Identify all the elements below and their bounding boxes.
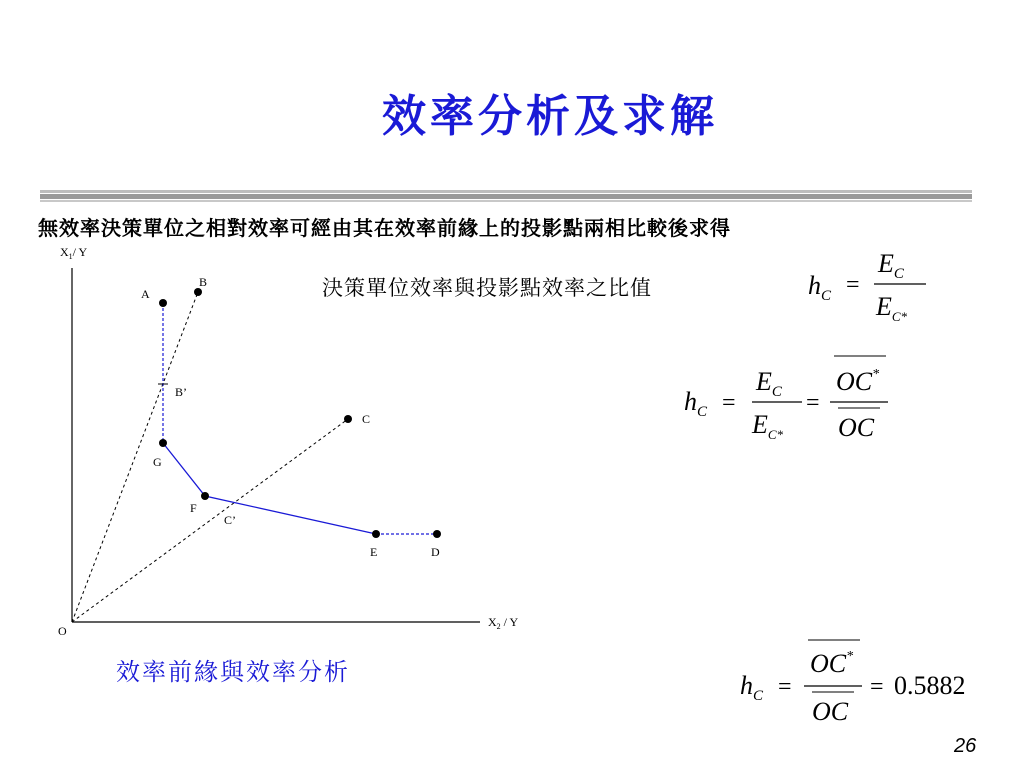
svg-text:OC*: OC* <box>810 649 854 678</box>
svg-text:=: = <box>806 390 820 416</box>
svg-text:=: = <box>870 674 884 700</box>
point-E <box>372 530 380 538</box>
y-axis-label: $X_1/$ Y <box>60 245 88 261</box>
svg-text:OC: OC <box>838 413 875 442</box>
svg-text:hC: $h_C$ <box>684 387 708 420</box>
label-A: A <box>141 287 150 301</box>
svg-text:hC: $h_C$ <box>808 271 832 304</box>
label-C: C <box>362 412 371 426</box>
ray-OB <box>72 292 198 622</box>
svg-text:EC*: $E_{C*}$ <box>876 292 908 324</box>
label-B-prime: B’ <box>175 385 187 399</box>
label-E: E <box>370 545 378 559</box>
page-number: 26 <box>954 735 977 757</box>
efficient-frontier <box>163 443 376 534</box>
point-C <box>344 415 352 423</box>
page-title: 效率分析及求解 <box>382 91 718 142</box>
point-D <box>433 530 441 538</box>
svg-text:=: = <box>778 674 792 700</box>
point-B <box>194 288 202 296</box>
svg-text:EC*: $E_{C*}$ <box>752 410 784 442</box>
label-C-prime: C’ <box>224 513 236 527</box>
ray-OC <box>72 419 348 622</box>
ratio-note: 決策單位效率與投影點效率之比值 <box>322 276 652 300</box>
formula-distance-ratio <box>684 356 888 442</box>
svg-text:=: = <box>846 272 860 298</box>
subtitle: 無效率決策單位之相對效率可經由其在效率前緣上的投影點兩相比較後求得 <box>38 216 731 240</box>
frontier-caption: 效率前緣與效率分析 <box>116 658 350 686</box>
point-F <box>201 492 209 500</box>
label-F: F <box>190 501 197 515</box>
formula-efficiency-ratio <box>808 249 926 324</box>
origin-label: O <box>58 624 67 638</box>
label-G: G <box>153 455 162 469</box>
x-axis-label: $X_2$ / Y <box>488 615 519 631</box>
svg-text:=: = <box>722 390 736 416</box>
svg-text:OC*: OC* <box>836 367 880 396</box>
svg-text:0.5882: 0.5882 <box>894 671 966 700</box>
label-D: D <box>431 545 440 559</box>
svg-text:OC: OC <box>812 697 849 726</box>
svg-text:EC: $E_C$ <box>756 367 782 400</box>
formula-result <box>740 640 966 726</box>
svg-text:hC: $h_C$ <box>740 671 764 704</box>
point-A <box>159 299 167 307</box>
label-B: B <box>199 275 208 289</box>
svg-text:EC: $E_C$ <box>878 249 904 282</box>
point-G <box>159 439 167 447</box>
